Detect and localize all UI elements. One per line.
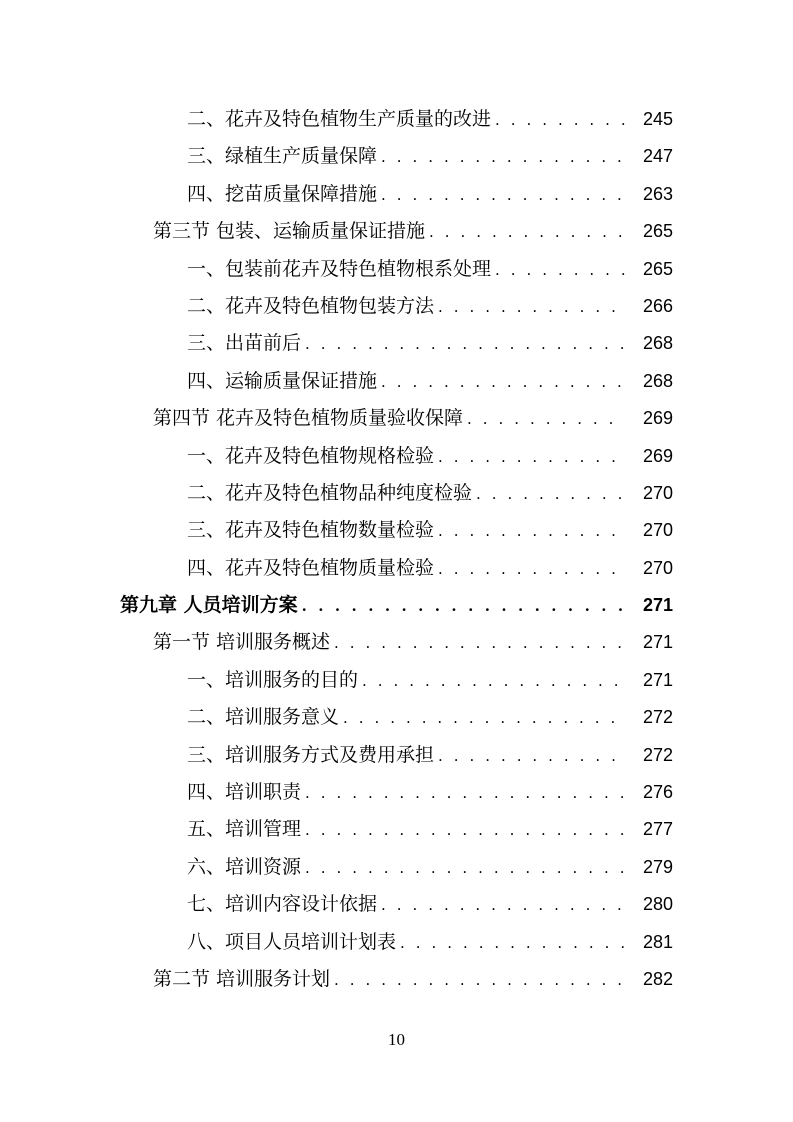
- toc-leader-dots: [334, 962, 625, 999]
- toc-entry-page: 280: [642, 894, 673, 915]
- toc-entry-title: 一、培训服务的目的: [187, 668, 359, 691]
- toc-entry-title: 第四节 花卉及特色植物质量验收保障: [153, 407, 464, 430]
- toc-leader-dots: [305, 812, 625, 849]
- toc-entry-title: 二、花卉及特色植物包装方法: [187, 294, 435, 317]
- toc-entry-section[interactable]: [0, 213, 793, 250]
- toc-entry-page: 265: [642, 221, 673, 242]
- toc-entry-title: 四、挖苗质量保障措施: [187, 182, 378, 205]
- toc-entry-page: 271: [642, 669, 673, 690]
- toc-entry-item[interactable]: [0, 363, 793, 400]
- toc-entry-page: 247: [642, 146, 673, 167]
- toc-entry-item[interactable]: [0, 924, 793, 961]
- toc-leader-dots: [467, 401, 625, 438]
- toc-entry-section[interactable]: [0, 400, 793, 437]
- toc-leader-dots: [438, 513, 625, 550]
- toc-entry-section[interactable]: [0, 961, 793, 998]
- toc-entry-page: 268: [642, 333, 673, 354]
- toc-leader-dots: [305, 850, 625, 887]
- toc-entry-title: 三、出苗前后: [187, 332, 302, 355]
- toc-entry-page: 277: [642, 819, 673, 840]
- toc-entry-title: 八、项目人员培训计划表: [187, 930, 397, 953]
- toc-leader-dots: [476, 476, 625, 513]
- toc-entry-page: 269: [642, 445, 673, 466]
- toc-entry-item[interactable]: [0, 512, 793, 549]
- toc-entry-item[interactable]: [0, 101, 793, 138]
- toc-entry-section[interactable]: [0, 624, 793, 661]
- toc-leader-dots: [495, 102, 625, 139]
- toc-leader-dots: [381, 364, 625, 401]
- toc-entry-title: 四、花卉及特色植物质量检验: [187, 556, 435, 579]
- toc-entry-title: 第三节 包装、运输质量保证措施: [153, 220, 426, 243]
- toc-leader-dots: [438, 289, 625, 326]
- toc-leader-dots: [362, 663, 625, 700]
- toc-entry-title: 七、培训内容设计依据: [187, 893, 378, 916]
- toc-entry-item[interactable]: [0, 774, 793, 811]
- toc-entry-title: 三、花卉及特色植物数量检验: [187, 519, 435, 542]
- toc-leader-dots: [381, 139, 625, 176]
- toc-entry-title: 一、花卉及特色植物规格检验: [187, 444, 435, 467]
- toc-leader-dots: [438, 439, 625, 476]
- toc-entry-title: 一、包装前花卉及特色植物根系处理: [187, 257, 492, 280]
- toc-entry-item[interactable]: [0, 438, 793, 475]
- toc-entry-item[interactable]: [0, 325, 793, 362]
- toc-leader-dots: [429, 214, 625, 251]
- toc-entry-page: 263: [642, 183, 673, 204]
- toc-entry-page: 272: [642, 707, 673, 728]
- toc-leader-dots: [343, 700, 625, 737]
- toc-entry-title: 六、培训资源: [187, 855, 302, 878]
- toc-entry-title: 第九章 人员培训方案: [120, 594, 298, 617]
- toc-entry-item[interactable]: [0, 886, 793, 923]
- toc-entry-page: 276: [642, 782, 673, 803]
- toc-entry-item[interactable]: [0, 550, 793, 587]
- toc-entry-page: 270: [642, 482, 673, 503]
- toc-leader-dots: [305, 775, 625, 812]
- toc-entry-item[interactable]: [0, 288, 793, 325]
- toc-entry-page: 265: [642, 258, 673, 279]
- toc-entry-title: 二、培训服务意义: [187, 706, 340, 729]
- toc-entry-item[interactable]: [0, 811, 793, 848]
- toc-entry-chapter[interactable]: [0, 587, 793, 624]
- toc-entry-item[interactable]: [0, 737, 793, 774]
- toc-entry-page: 268: [642, 370, 673, 391]
- toc-entry-page: 270: [642, 557, 673, 578]
- toc-leader-dots: [305, 326, 625, 363]
- toc-entry-title: 三、绿植生产质量保障: [187, 145, 378, 168]
- toc-entry-item[interactable]: [0, 176, 793, 213]
- toc-leader-dots: [438, 551, 625, 588]
- toc-leader-dots: [400, 925, 625, 962]
- toc-entry-page: 269: [642, 408, 673, 429]
- toc-entry-page: 245: [642, 109, 673, 129]
- toc-leader-dots: [381, 177, 625, 214]
- toc-leader-dots: [438, 738, 625, 775]
- toc-entry-page: 282: [642, 968, 673, 989]
- toc-entry-item[interactable]: [0, 849, 793, 886]
- toc-entry-page: 281: [642, 931, 673, 952]
- toc-leader-dots: [334, 625, 625, 662]
- toc-entry-title: 第二节 培训服务计划: [153, 967, 331, 990]
- toc-entry-title: 四、运输质量保证措施: [187, 369, 378, 392]
- toc-entry-title: 三、培训服务方式及费用承担: [187, 743, 435, 766]
- toc-leader-dots: [302, 588, 625, 625]
- toc-entry-title: 五、培训管理: [187, 818, 302, 841]
- toc-entry-page: 279: [642, 856, 673, 877]
- toc-leader-dots: [381, 887, 625, 924]
- toc-entry-title: 二、花卉及特色植物生产质量的改进: [187, 108, 492, 130]
- toc-entry-item[interactable]: [0, 662, 793, 699]
- toc-entry-page: 271: [642, 595, 673, 616]
- toc-entry-title: 四、培训职责: [187, 781, 302, 804]
- toc-entry-page: 270: [642, 520, 673, 541]
- toc-entry-page: 272: [642, 744, 673, 765]
- toc-entry-item[interactable]: [0, 251, 793, 288]
- toc-entry-title: 第一节 培训服务概述: [153, 631, 331, 654]
- page-number: 10: [388, 1030, 405, 1049]
- toc-entry-item[interactable]: [0, 475, 793, 512]
- toc-leader-dots: [495, 252, 625, 289]
- toc-entry-page: 271: [642, 632, 673, 653]
- toc-entry-title: 二、花卉及特色植物品种纯度检验: [187, 481, 473, 504]
- toc-entry-item[interactable]: [0, 699, 793, 736]
- toc-entry-page: 266: [642, 295, 673, 316]
- toc-entry-item[interactable]: [0, 138, 793, 175]
- table-of-contents: [0, 101, 793, 998]
